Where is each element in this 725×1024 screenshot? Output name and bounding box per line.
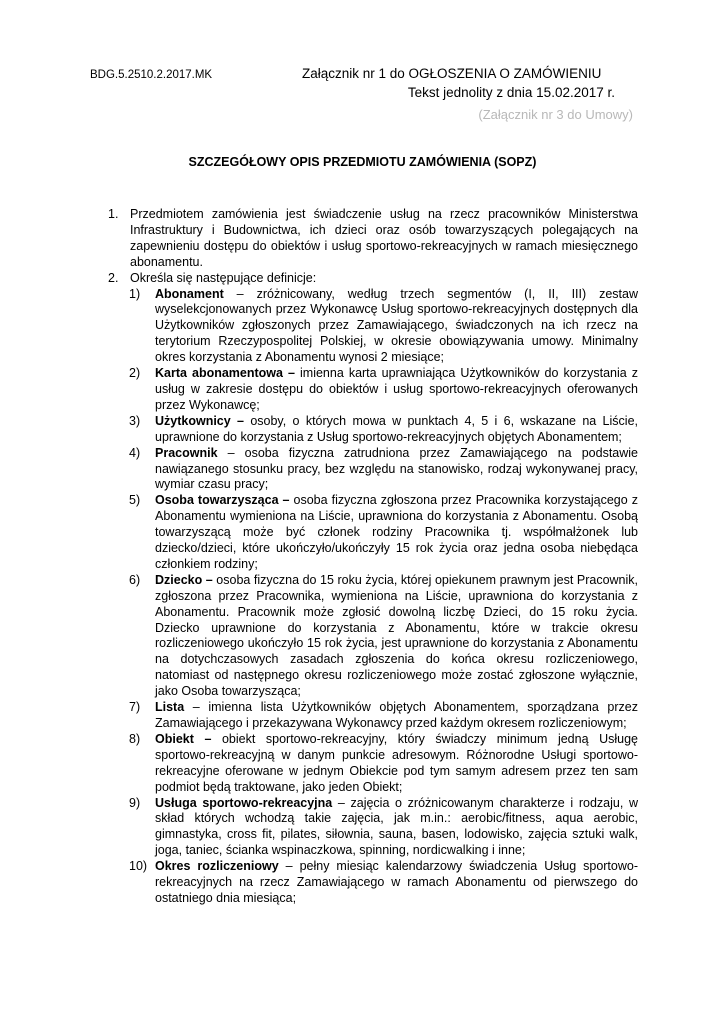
definition-term: Usługa sportowo-rekreacyjna xyxy=(155,795,333,810)
definition-number: 8) xyxy=(129,731,141,746)
definition-text: osoba fizyczna zgłoszona przez Pracownika korzystającego z Abonamentu wymieniona na Liście, uprawniona do korzystania z Abonamentu. Osobą towarzyszącą może być członek rodziny Pracownika tj. współmałżonek lub dziecko/dzieci, które ukończyło/ukończyły 15 rok życia oraz jedna osoba niebędąca członkiem rodziny; xyxy=(155,493,638,571)
definition-item xyxy=(108,287,638,367)
definition-text: – pełny miesiąc kalendarzowy świadczenia Usług sportowo-rekreacyjnych na rzecz Zamawiającego w ramach Abonamentu od pierwszego do ostatniego dnia miesiąca; xyxy=(155,859,638,905)
definition-item xyxy=(108,573,638,700)
definition-text: obiekt sportowo-rekreacyjny, który świadczy minimum jedną Usługę sportowo-rekreacyjną w danym punkcie adresowym. Różnorodne Usługi sportowo-rekreacyjne oferowane w jednym Obiekcie pod tym samym adresem przez ten sam podmiot będą traktowane, jako jeden Obiekt; xyxy=(155,731,638,794)
numbered-point xyxy=(108,271,638,287)
definition-item xyxy=(108,366,638,414)
definition-term: Pracownik xyxy=(155,445,218,460)
definition-item xyxy=(108,446,638,494)
contract-annex-label: (Załącznik nr 3 do Umowy) xyxy=(478,107,633,122)
definition-text: – zróżnicowany, według trzech segmentów (I, II, III) zestaw wyselekcjonowanych przez Wykonawcę Usług sportowo-rekreacyjnych dostępnych dla Użytkowników zgłoszonych przez Zamawiającego, świadczonych na ich rzecz na terytorium Rzeczypospolitej Polskiej, w okresie obowiązywania umowy. Minimalny okres korzystania z Abonamentu wynosi 2 miesiące; xyxy=(155,286,638,365)
definition-item xyxy=(108,414,638,446)
definition-item xyxy=(108,493,638,573)
definition-number: 2) xyxy=(129,366,141,381)
definitions-list xyxy=(108,287,638,907)
revision-date: Tekst jednolity z dnia 15.02.2017 r. xyxy=(407,85,615,100)
definition-number: 6) xyxy=(129,572,141,587)
point-text: Określa się następujące definicje: xyxy=(130,270,317,285)
definition-text: imienna karta uprawniająca Użytkowników do korzystania z usług w zakresie dostępu do obiektów i usług sportowo-rekreacyjnych oferowanych przez Wykonawcę; xyxy=(155,366,638,412)
definition-term: Osoba towarzysząca – xyxy=(155,493,290,508)
definition-number: 9) xyxy=(129,795,141,810)
point-number: 2. xyxy=(108,270,119,285)
document-title: SZCZEGÓŁOWY OPIS PRZEDMIOTU ZAMÓWIENIA (SOPZ) xyxy=(188,155,537,169)
definition-number: 10) xyxy=(129,859,148,874)
definition-item xyxy=(108,796,638,860)
definition-item xyxy=(108,859,638,907)
definition-text: – imienna lista Użytkowników objętych Abonamentem, sporządzana przez Zamawiającego i przekazywana Wykonawcy przed każdym okresem rozliczeniowym; xyxy=(155,700,638,730)
definition-item xyxy=(108,732,638,796)
definition-text: osoby, o których mowa w punktach 4, 5 i 6, wskazane na Liście, uprawnione do korzystania z Usług sportowo-rekreacyjnych objętych Abonamentem; xyxy=(155,413,638,444)
definition-term: Abonament xyxy=(155,286,224,301)
definition-term: Okres rozliczeniowy xyxy=(155,859,279,874)
definition-term: Karta abonamentowa – xyxy=(155,366,295,381)
definition-text: osoba fizyczna do 15 roku życia, której opiekunem prawnym jest Pracownik, zgłoszona przez Pracownika, wymieniona na Liście, uprawniona do korzystania z Abonamentu. Pracownik może zgłosić dowolną liczbę Dzieci, do 15 roku życia. Dziecko uprawnione do korzystania z Abonamentu, które w trakcie okresu rozliczeniowego ukończyło 15 rok życia, jest uprawnione do korzystania z Abonamentu na dotychczasowych zasadach zgłoszenia do końca okresu rozliczeniowego, natomiast od następnego okresu rozliczeniowego może zostać zgłoszone wyłącznie, jako Osoba towarzysząca; xyxy=(155,572,639,699)
definition-item xyxy=(108,700,638,732)
point-text: Przedmiotem zamówienia jest świadczenie usług na rzecz pracowników Ministerstwa Infrastruktury i Budownictwa, ich dzieci oraz osób towarzyszących polegających na zapewnieniu dostępu do obiektów i usług sportowo-rekreacyjnych w ramach miesięcznego abonamentu. xyxy=(130,207,638,269)
document-reference: BDG.5.2510.2.2017.MK xyxy=(90,69,213,81)
numbered-point xyxy=(108,207,638,271)
definition-number: 4) xyxy=(129,445,141,460)
definition-term: Użytkownicy – xyxy=(155,413,244,428)
definition-text: – zajęcia o zróżnicowanym charakterze i rodzaju, w skład których wchodzą takie zajęcia, jak m.in.: aerobic/fitness, aqua aerobic, gimnastyka, cross fit, pilates, siłownia, sauna, basen, lodowisko, zajęcia sztuki walk, joga, taniec, ścianka wspinaczkowa, spinning, nordicwalking i inne; xyxy=(155,795,638,858)
definition-text: – osoba fizyczna zatrudniona przez Zamawiającego na podstawie nawiązanego stosunku pracy, bez względu na stanowisko, rodzaj wykonywanej pracy, wymiar czasu pracy; xyxy=(155,445,638,492)
definition-term: Lista xyxy=(155,700,185,715)
definition-term: Obiekt – xyxy=(155,731,212,746)
definition-number: 1) xyxy=(129,286,141,301)
document-body xyxy=(108,207,638,907)
annex-label: Załącznik nr 1 do OGŁOSZENIA O ZAMÓWIENIU xyxy=(302,66,602,81)
definition-number: 5) xyxy=(129,493,141,508)
point-number: 1. xyxy=(108,207,119,221)
definition-number: 3) xyxy=(129,413,141,428)
definition-number: 7) xyxy=(129,700,141,715)
definition-term: Dziecko – xyxy=(155,572,213,587)
